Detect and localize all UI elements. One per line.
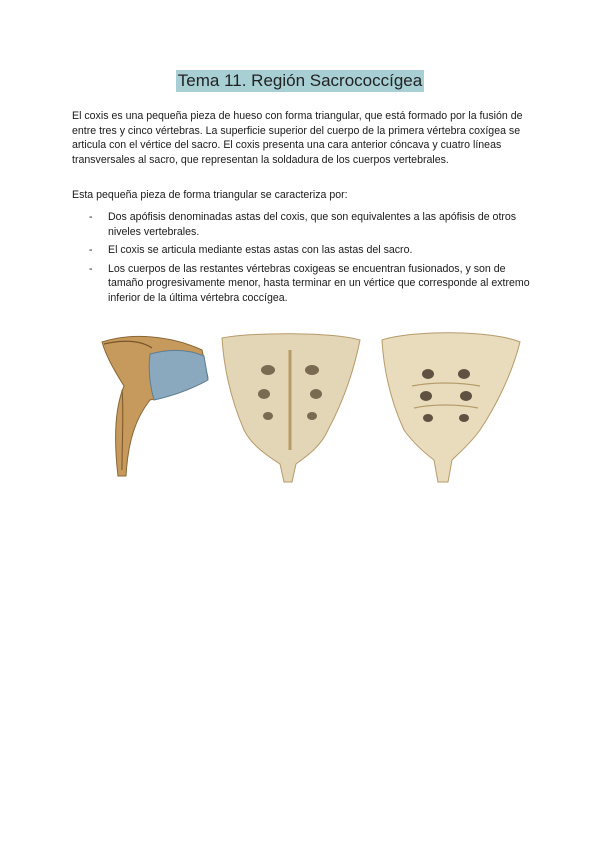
characteristics-list — [72, 210, 534, 310]
posterior-view-illustration — [222, 334, 360, 482]
list-item-text: Dos apófisis denominadas astas del coxis, que son equivalentes a las apófisis de otros niveles vertebrales. — [108, 211, 517, 238]
list-item — [72, 210, 534, 239]
sacrum-coccyx-figures — [92, 330, 522, 490]
anterior-view-illustration — [382, 333, 520, 482]
lead-paragraph: Esta pequeña pieza de forma triangular se caracteriza por: — [72, 189, 348, 201]
lateral-view-illustration — [102, 336, 208, 476]
list-marker: - — [89, 211, 93, 223]
page-title: Tema 11. Región Sacrococcígea — [177, 71, 423, 90]
title-block — [0, 70, 600, 92]
list-item-text: Los cuerpos de las restantes vértebras coxigeas se encuentran fusionados, y son de tamaño progresivamente menor, hasta terminar en un vértice que corresponde al extremo inferior de la última vértebra coccígea. — [108, 262, 530, 304]
list-marker: - — [89, 244, 93, 257]
list-item-text: El coxis se articula mediante estas astas con las astas del sacro. — [108, 244, 413, 257]
list-item — [72, 243, 534, 258]
intro-paragraph: El coxis es una pequeña pieza de hueso con forma triangular, que está formado por la fusión de entre tres y cinco vértebras. La superficie superior del cuerpo de la primera vértebra coxígea se articula con el vértice del sacro. El coxis presenta una cara anterior cóncava y cuatro líneas transversales al sacro, que representan la soldadura de los cuerpos vertebrales. — [72, 110, 523, 166]
list-item — [72, 262, 534, 306]
list-marker: - — [89, 262, 93, 275]
